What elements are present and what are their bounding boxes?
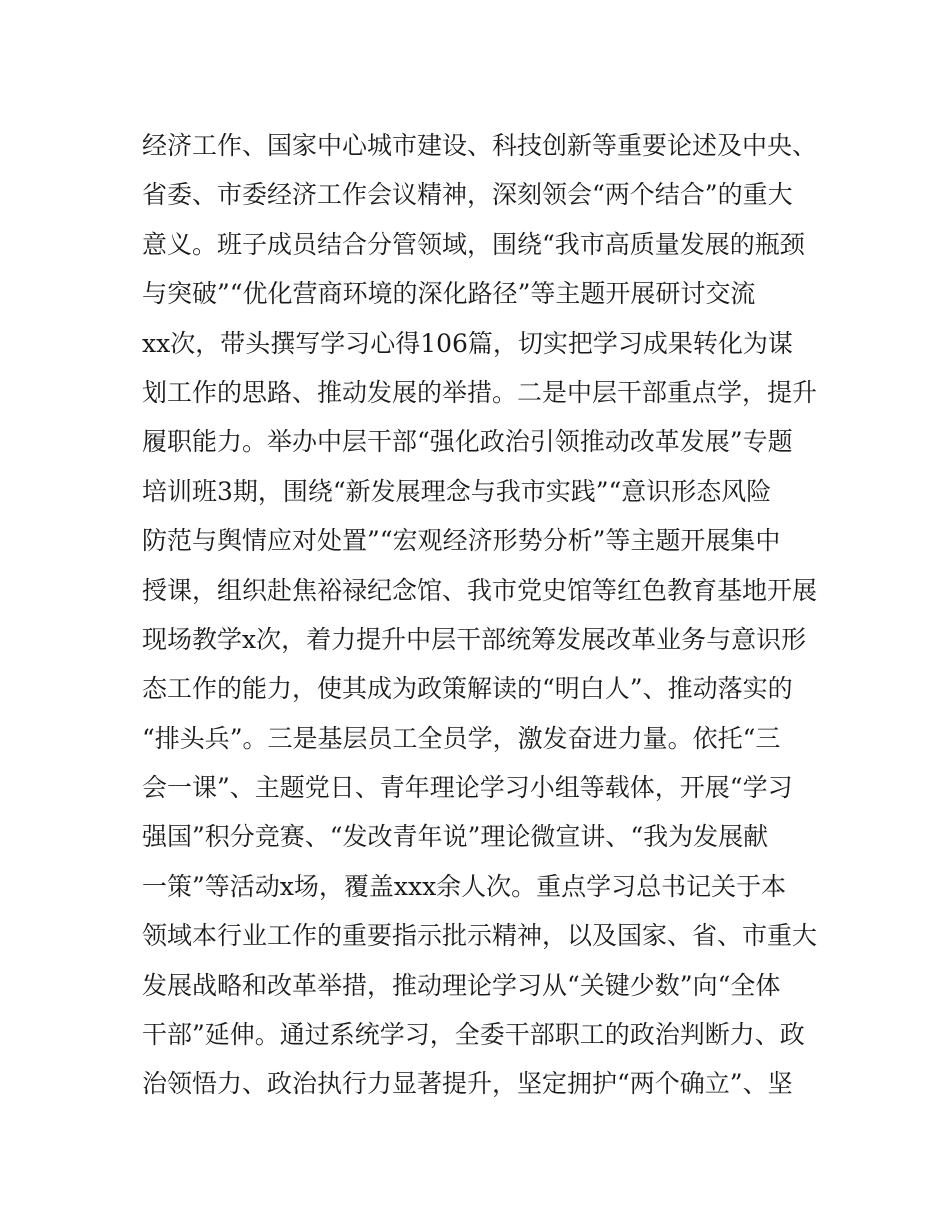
text-line: 意义。班子成员结合分管领域，围绕“我市高质量发展的瓶颈 xyxy=(142,229,805,259)
text-line: 划工作的思路、推动发展的举措。二是中层干部重点学，提升 xyxy=(142,377,818,407)
text-line: 治领悟力、政治执行力显著提升，坚定拥护“两个确立”、坚 xyxy=(142,1069,793,1099)
text-line: 省委、市委经济工作会议精神，深刻领会“两个结合”的重大 xyxy=(142,180,793,210)
text-line: 干部”延伸。通过系统学习，全委干部职工的政治判断力、政 xyxy=(142,1020,805,1050)
text-line: 一策”等活动x场，覆盖xxx余人次。重点学习总书记关于本 xyxy=(142,871,787,901)
text-line: 发展战略和改革举措，推动理论学习从“关键少数”向“全体 xyxy=(142,970,781,1000)
text-line: 会一课”、主题党日、青年理论学习小组等载体，开展“学习 xyxy=(142,773,793,803)
text-line: 领域本行业工作的重要指示批示精神，以及国家、省、市重大 xyxy=(142,921,818,951)
body-text xyxy=(142,121,822,1109)
text-line: 履职能力。举办中层干部“强化政治引领推动改革发展”专题 xyxy=(142,427,793,457)
text-line: 防范与舆情应对处置”“宏观经济形势分析”等主题开展集中 xyxy=(142,526,781,556)
text-line: 授课，组织赴焦裕禄纪念馆、我市党史馆等红色教育基地开展 xyxy=(142,575,818,605)
text-line: 态工作的能力，使其成为政策解读的“明白人”、推动落实的 xyxy=(142,674,793,704)
text-line: 经济工作、国家中心城市建设、科技创新等重要论述及中央、 xyxy=(142,131,818,160)
text-line: “排头兵”。三是基层员工全员学，激发奋进力量。依托“三 xyxy=(142,723,781,753)
text-line: 现场教学x次，着力提升中层干部统筹发展改革业务与意识形 xyxy=(142,624,807,654)
text-line: xx次，带头撰写学习心得106篇，切实把学习成果转化为谋 xyxy=(142,328,793,358)
text-line: 与突破”“优化营商环境的深化路径”等主题开展研讨交流 xyxy=(142,279,756,309)
text-line: 培训班3期，围绕“新发展理念与我市实践”“意识形态风险 xyxy=(142,476,772,506)
text-line: 强国”积分竞赛、“发改青年说”理论微宣讲、“我为发展献 xyxy=(142,822,769,852)
